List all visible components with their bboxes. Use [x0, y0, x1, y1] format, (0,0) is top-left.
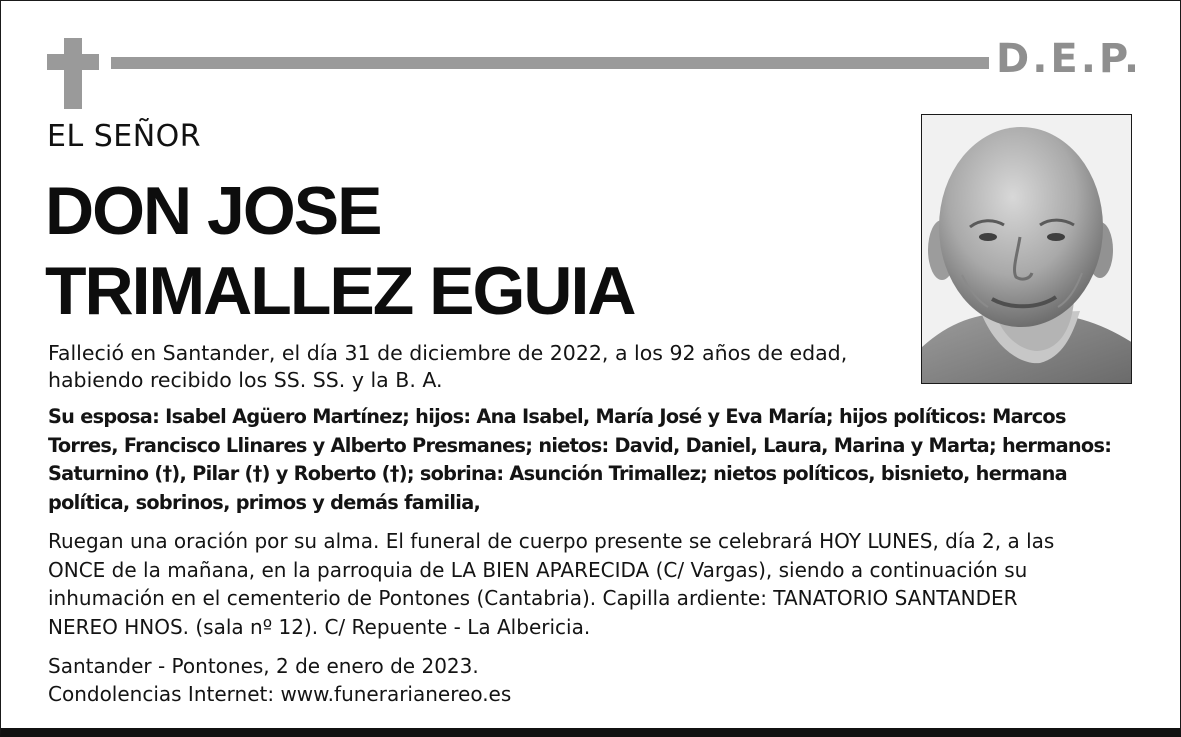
- portrait-photo-icon: [922, 115, 1132, 384]
- condolences-link[interactable]: Condolencias Internet: www.funerarianereo.es: [48, 682, 512, 706]
- funeral-line: Ruegan una oración por su alma. El funeral de cuerpo presente se celebrará HOY LUNES, día 2, a las: [48, 529, 1055, 553]
- place-date: Santander - Pontones, 2 de enero de 2023.: [48, 654, 479, 678]
- deceased-name-line-2: TRIMALLEZ EGUIA: [45, 253, 635, 329]
- funeral-details: [48, 527, 1163, 641]
- death-notice-line: habiendo recibido los SS. SS. y la B. A.: [48, 368, 443, 392]
- family-line: política, sobrinos, primos y demás familia,: [48, 490, 481, 514]
- funeral-line: ONCE de la mañana, en la parroquia de LA BIEN APARECIDA (C/ Vargas), siendo a continuación su: [48, 557, 1028, 582]
- portrait-photo: [921, 114, 1132, 384]
- deceased-name: [45, 171, 885, 331]
- deceased-prefix: EL SEÑOR: [47, 119, 202, 154]
- funeral-line: inhumación en el cementerio de Pontones (Cantabria). Capilla ardiente: TANATORIO SANTANDER: [48, 586, 1018, 610]
- death-notice: [48, 340, 908, 394]
- closing-section: [48, 652, 908, 708]
- death-notice-line: Falleció en Santander, el día 31 de diciembre de 2022, a los 92 años de edad,: [48, 341, 848, 365]
- family-line: Torres, Francisco Llinares y Alberto Presmanes; nietos: David, Daniel, Laura, Marina y Marta; hermanos:: [48, 433, 1112, 457]
- funeral-line: NEREO HNOS. (sala nº 12). C/ Repuente - La Albericia.: [48, 614, 591, 639]
- dep-label: D.E.P.: [996, 36, 1143, 82]
- family-list: [48, 403, 1158, 517]
- deceased-name-line-1: DON JOSE: [45, 173, 381, 249]
- family-line: Su esposa: Isabel Agüero Martínez; hijos: Ana Isabel, María José y Eva María; hijos políticos: Marcos: [48, 405, 1066, 428]
- header-rule: [111, 57, 989, 69]
- family-line: Saturnino (†), Pilar (†) y Roberto (†); sobrina: Asunción Trimallez; nietos políticos, bisnieto, hermana: [48, 462, 1067, 485]
